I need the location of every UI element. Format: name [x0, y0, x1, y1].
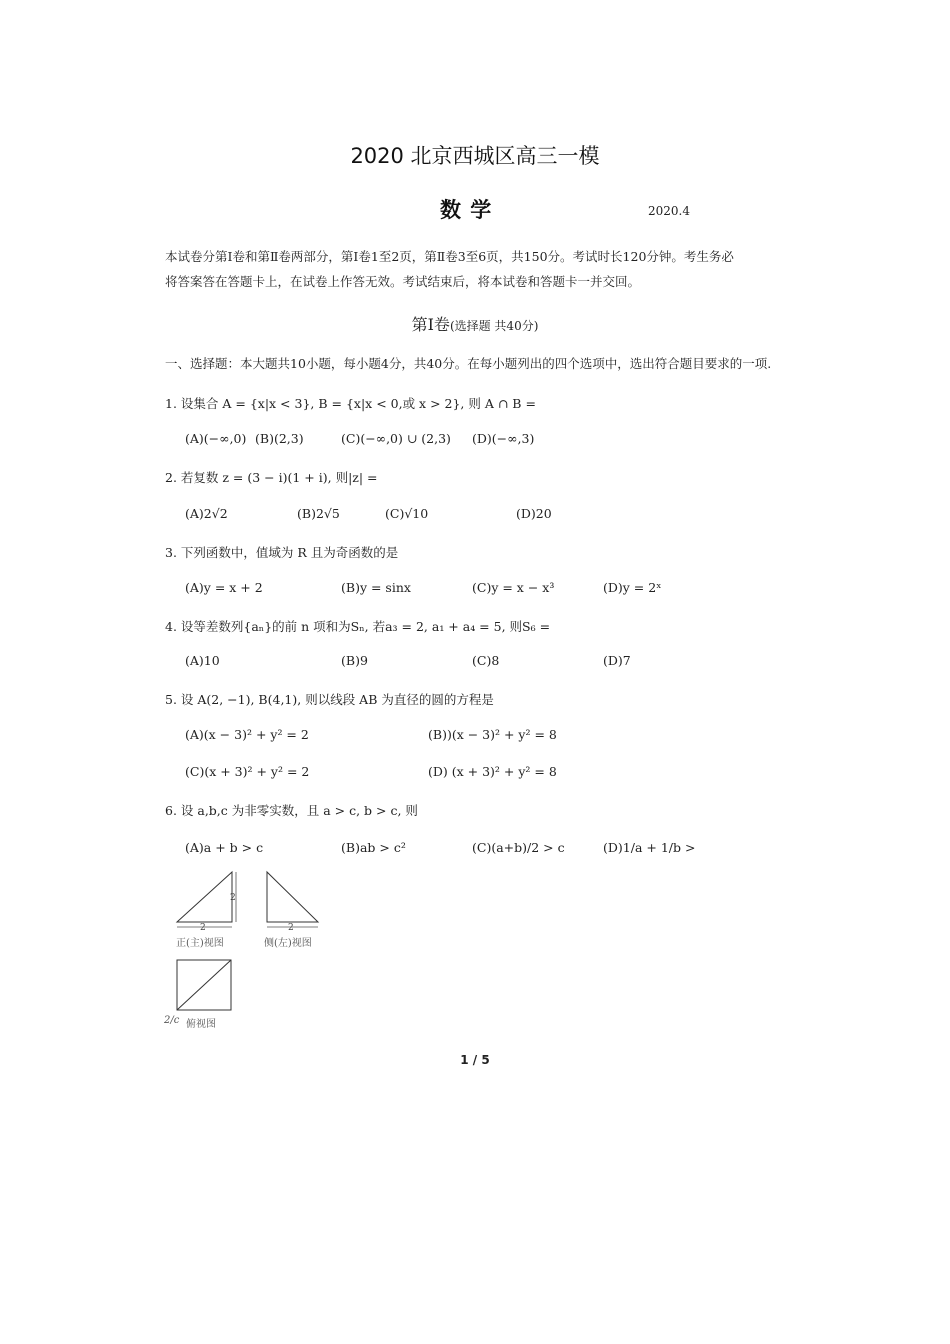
volume-heading: [0, 312, 950, 335]
intro-line-2: 将答案答在答题卡上，在试卷上作答无效。考试结束后，将本试卷和答题卡一并交回。: [165, 274, 641, 289]
volume-note: (选择题 共40分): [449, 319, 539, 333]
page-number: 1 / 5: [460, 1053, 490, 1067]
q1-option-a: (A)(−∞,0): [185, 431, 247, 446]
q2-option-b: (B)2√5: [297, 506, 340, 521]
exam-title: 2020 北京西城区高三一模: [350, 144, 600, 168]
side-width-dimension: [262, 920, 324, 934]
front-view-caption: 正(主)视图: [176, 938, 224, 949]
question-3-stem: 3. 下列函数中，值域为 R 且为奇函数的是: [165, 545, 399, 560]
q6-option-c: (C)(a+b)/2 > c: [472, 840, 565, 855]
exam-date: 2020.4: [648, 204, 690, 218]
front-width-label: 2: [200, 923, 206, 933]
front-height-label: 2: [230, 893, 236, 903]
q1-option-c: (C)(−∞,0) ∪ (2,3): [341, 431, 451, 446]
top-view-figure: [172, 956, 238, 1014]
q4-option-a: (A)10: [185, 653, 220, 668]
q2-option-c: (C)√10: [385, 506, 429, 521]
side-view-caption: 侧(左)视图: [264, 938, 312, 949]
top-view-caption: 俯视图: [186, 1019, 216, 1030]
q1-option-b: (B)(2,3): [255, 431, 304, 446]
q5-option-d: (D) (x + 3)² + y² = 8: [428, 764, 557, 779]
q6-option-a: (A)a + b > c: [185, 840, 264, 855]
q1-option-d: (D)(−∞,3): [472, 431, 535, 446]
stray-fraction: 2/c: [164, 1015, 180, 1026]
q2-option-d: (D)20: [516, 506, 552, 521]
q4-option-c: (C)8: [472, 653, 500, 668]
q4-option-d: (D)7: [603, 653, 631, 668]
q3-option-b: (B)y = sinx: [341, 580, 411, 595]
subject-title: 数 学: [440, 197, 493, 222]
q5-option-a: (A)(x − 3)² + y² = 2: [185, 727, 309, 742]
q3-option-c: (C)y = x − x³: [472, 580, 555, 595]
q3-option-a: (A)y = x + 2: [185, 580, 263, 595]
q5-option-b: (B))(x − 3)² + y² = 8: [428, 727, 557, 742]
section-instructions: 一、选择题：本大题共10小题，每小题4分，共40分。在每小题列出的四个选项中，选出符合题目要求的一项.: [165, 356, 772, 371]
q2-option-a: (A)2√2: [185, 506, 228, 521]
q4-option-b: (B)9: [341, 653, 368, 668]
question-6-stem: 6. 设 a,b,c 为非零实数，且 a > c, b > c, 则: [165, 803, 418, 818]
volume-title: 第Ⅰ卷: [411, 315, 450, 334]
question-4-stem: 4. 设等差数列{aₙ}的前 n 项和为Sₙ, 若a₃ = 2, a₁ + a₄ = 5, 则S₆ =: [165, 619, 551, 634]
question-1-stem: 1. 设集合 A = {x|x < 3}, B = {x|x < 0,或 x > 2}, 则 A ∩ B =: [165, 396, 536, 411]
intro-line-1: 本试卷分第Ⅰ卷和第Ⅱ卷两部分，第Ⅰ卷1至2页，第Ⅱ卷3至6页，共150分。考试时长120分钟。考生务必: [165, 249, 734, 264]
q5-option-c: (C)(x + 3)² + y² = 2: [185, 764, 310, 779]
front-width-dimension: [172, 920, 238, 934]
side-view-figure: [262, 866, 324, 926]
q6-option-b: (B)ab > c²: [341, 840, 406, 855]
question-5-stem: 5. 设 A(2, −1), B(4,1), 则以线段 AB 为直径的圆的方程是: [165, 692, 494, 707]
question-2-stem: 2. 若复数 z = (3 − i)(1 + i), 则|z| =: [165, 470, 378, 485]
front-view-figure: [170, 866, 240, 926]
side-width-label: 2: [288, 923, 294, 933]
q3-option-d: (D)y = 2ˣ: [603, 580, 662, 595]
q6-option-d: (D)1/a + 1/b >: [603, 840, 696, 855]
